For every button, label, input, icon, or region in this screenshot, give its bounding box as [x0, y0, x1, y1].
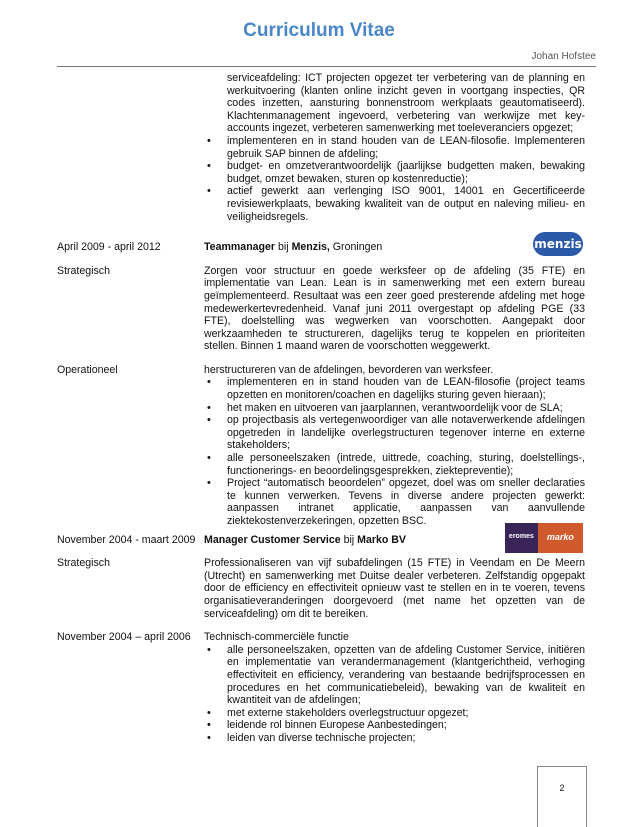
job-company: Menzis,: [291, 241, 330, 254]
list-item: • implementeren en in stand houden van de LEAN-filosofie. Implementeren gebruik SAP binnen de afdeling;: [204, 135, 585, 160]
job-period: April 2009 - april 2012: [57, 241, 161, 254]
job-company: Marko BV: [357, 533, 406, 546]
job-menzis-strategic: [57, 265, 585, 353]
job-menzis-header: [57, 236, 585, 254]
list-item: • Project “automatisch beoordelen” opgezet, doel was om sneller declaraties te kunnen verwerken. Tevens in diverse andere projecten gewerkt: aanpassen intranet applicatie, aanpassen van aanvullende ziektekostenverzekeringen, opzetten BSC.: [204, 477, 585, 527]
job-at: bij: [278, 241, 289, 254]
page-title: Curriculum Vitae: [243, 20, 395, 41]
job-menzis-operational: [57, 364, 585, 528]
job-marko-header: [57, 534, 585, 547]
job-period: November 2004 - maart 2009: [57, 533, 196, 546]
menzis-logo: menzis: [533, 232, 583, 256]
job-marko-strategic: [57, 557, 585, 620]
strategic-text: Zorgen voor structuur en goede werksfeer op de afdeling (35 FTE) en implementatie van Lean. Lean is in samenwerking met een extern bureau geïmplementeerd. Resultaat was een zeer goed presterende afdeling met hoge medewerkertevredenheid. Vanaf juni 2011 overgestapt op afdeling PGE (33 FTE), doelstelling was wegwerken van voorschotten. Aangepakt door werkzaamheden te structureren, dagelijks terug te koppelen en prioriteiten stellen. Binnen 1 maand waren de voorschotten weggewerkt.: [204, 264, 585, 353]
list-item: • met externe stakeholders overlegstructuur opgezet;: [204, 707, 585, 720]
operational-intro: herstructureren van de afdelingen, bevorderen van werksfeer.: [204, 363, 494, 376]
continuation-text: serviceafdeling: ICT projecten opgezet ter verbetering van de planning en werkuitvoering (klanten online inzicht geven in voortgang inspecties, QR codes inzetten, aansturing bonnenstroom werkplaats geautomatiseerd). Klachtenmanagement ingevoerd, verbetering van werkwijze met key-accounts ingezet, verbeteren samenwerking met toeleveranciers opgezet;: [227, 72, 585, 135]
section-label: Operationeel: [57, 363, 118, 376]
list-item: • het maken en uitvoeren van jaarplannen, verantwoordelijk voor de SLA;: [204, 402, 585, 415]
job-city: Groningen: [332, 241, 383, 254]
job-role: Teammanager: [204, 241, 276, 254]
section-label: Strategisch: [57, 264, 110, 277]
list-item: • op projectbasis als vertegenwoordiger van alle notaverwerkende afdelingen opgetreden in landelijke overlegstructuren tegenover interne en externe stakeholders;: [204, 414, 585, 452]
author-name: Johan Hofstee: [531, 51, 596, 62]
cv-content: [57, 72, 585, 745]
page-number: 2: [559, 783, 565, 793]
list-item: • budget- en omzetverantwoordelijk (jaarlijkse budgetten maken, bewaking budget, omzet bewaken, sturen op kostenreductie);: [204, 160, 585, 185]
job-role: Manager Customer Service: [204, 533, 341, 546]
list-item: • actief gewerkt aan verlenging ISO 9001, 14001 en Gecertificeerde revisiewerkplaats, bewaking kwaliteit van de output en naleving milieu- en veiligheidsregels.: [204, 185, 585, 223]
sub-title: Technisch-commerciële functie: [204, 631, 349, 644]
section-label: Strategisch: [57, 557, 110, 570]
list-item: • leiden van diverse technische projecten;: [204, 732, 585, 745]
list-item: • leidende rol binnen Europese Aanbestedingen;: [204, 719, 585, 732]
header-divider: [57, 66, 596, 67]
sub-period: November 2004 – april 2006: [57, 631, 191, 644]
list-item: • alle personeelszaken (intrede, uittrede, coaching, sturing, doelstellings-, functionerings- en beoordelingsgesprekken, ziektepreventie);: [204, 452, 585, 477]
job-at: bij: [343, 533, 355, 546]
strategic-text: Professionaliseren van vijf subafdelingen (15 FTE) in Veendam en De Meern (Utrecht) en samenwerking met Duitse dealer verbeteren. Zelfstandig opgepakt door de efficiency en effectiviteit opnieuw vast te stellen en in te voeren, tevens organisatieveranderingen doorgevoerd (met name het opzetten van de serviceafdeling) om dit te bereiken.: [204, 557, 585, 620]
continuation-block: [57, 72, 585, 223]
job-marko-sub: [57, 631, 585, 744]
list-item: • alle personeelszaken, opzetten van de afdeling Customer Service, initiëren en implementatie van verandermanagement (klantgerichtheid, verhoging effectiviteit en efficiency, verandering van bestaande bedrijfsprocessen en procedures en het communicatiebeleid), bewaking van de kwaliteit en kwantiteit van de afdelingen;: [204, 644, 585, 707]
page-number-box: [537, 766, 587, 827]
list-item: • implementeren en in stand houden van de LEAN-filosofie (project teams opzetten en monitoren/coachen en dagelijks sturing geven hieraan);: [204, 376, 585, 401]
marko-logo: eromes marko: [505, 523, 583, 553]
